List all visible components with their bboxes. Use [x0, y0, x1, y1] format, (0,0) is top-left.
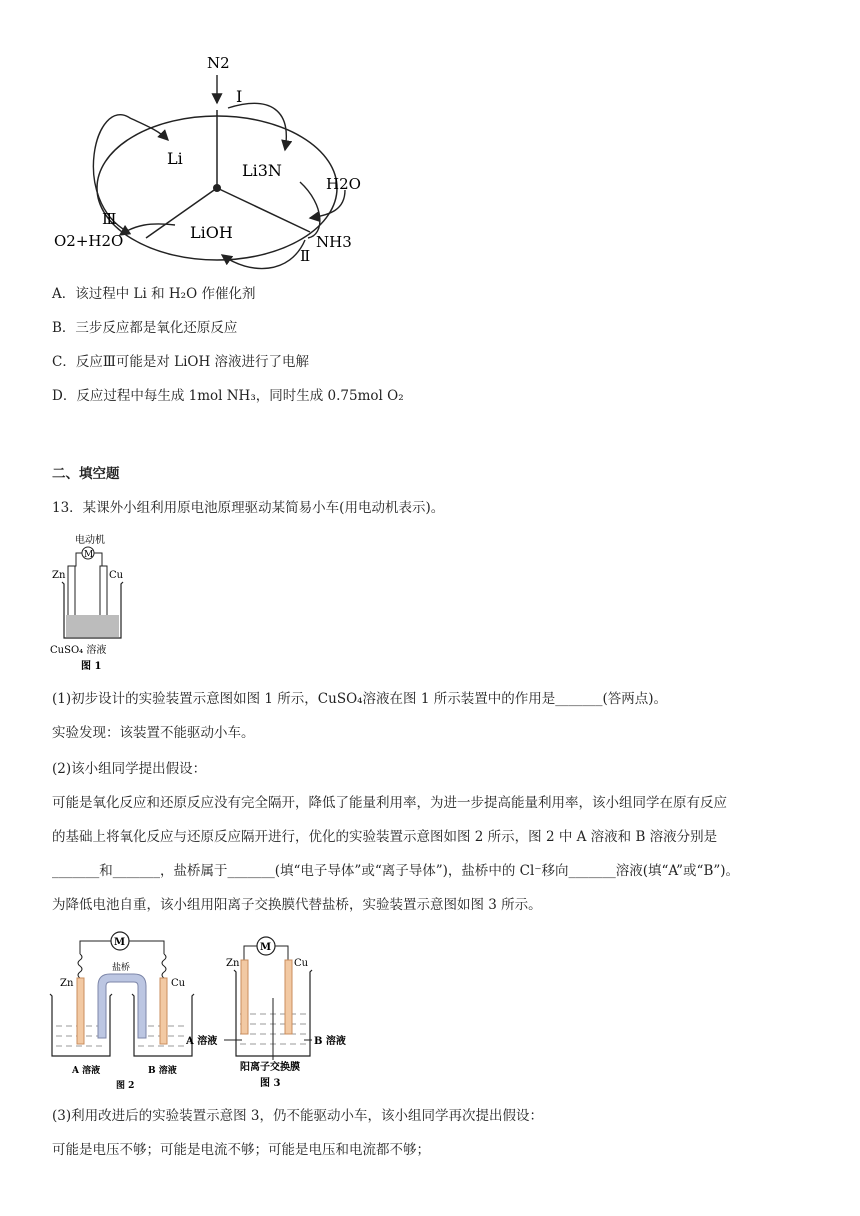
q13-part3-intro: (3)利用改进后的实验装置示意图 3，仍不能驱动小车，该小组同学再次提出假设：	[52, 1108, 544, 1124]
fig3-cu-label: Cu	[294, 958, 309, 969]
fig2-m-label: M	[114, 937, 126, 948]
li3n-label: Li3N	[242, 161, 282, 180]
lioh-label: LiOH	[190, 223, 233, 242]
q13-part2-line1: 可能是氧化反应和还原反应没有完全隔开，降低了能量利用率，为进一步提高能量利用率，该小组同学在原有反应	[52, 795, 727, 811]
o2-h2o-label: O2+H2O	[54, 232, 124, 250]
fig1-m-label: M	[84, 550, 94, 560]
option-a: A．该过程中 Li 和 H₂O 作催化剂	[52, 286, 256, 302]
step1-label: I	[236, 87, 243, 106]
fig2-cu-label: Cu	[171, 978, 186, 989]
fig3-b-label: B 溶液	[314, 1036, 346, 1047]
reaction-cycle-diagram	[40, 40, 380, 280]
fig3-a-label: A 溶液	[186, 1036, 218, 1047]
h2o-label: H2O	[326, 175, 361, 193]
q13-part2-line3: _______和_______，盐桥属于_______(填“电子导体”或“离子导体”)，盐桥中的 Cl⁻移向_______溶液(填“A”或“B”)。	[52, 863, 740, 879]
fig2-a-label: A 溶液	[72, 1066, 101, 1076]
fig2-b-label: B 溶液	[148, 1066, 177, 1076]
fig1-solution-label: CuSO₄ 溶液	[50, 645, 107, 656]
q13-part3-hypotheses: 可能是电压不够；可能是电流不够；可能是电压和电流都不够；	[52, 1142, 430, 1158]
fig1-cu-label: Cu	[109, 570, 124, 581]
step3-label: Ⅲ	[102, 210, 117, 228]
q13-stem: 13．某课外小组利用原电池原理驱动某简易小车(用电动机表示)。	[52, 500, 445, 516]
option-b: B．三步反应都是氧化还原反应	[52, 320, 238, 336]
fig3-membrane-label: 阳离子交换膜	[240, 1062, 300, 1073]
q13-finding: 实验发现：该装置不能驱动小车。	[52, 725, 255, 741]
fig2-bridge-label: 盐桥	[112, 963, 131, 973]
fig1-motor-label: 电动机	[75, 535, 105, 546]
q13-part2-line4: 为降低电池自重，该小组用阳离子交换膜代替盐桥，实验装置示意图如图 3 所示。	[52, 897, 542, 913]
step2-label: Ⅱ	[300, 247, 311, 265]
n2-label: N2	[207, 54, 230, 72]
option-d: D．反应过程中每生成 1mol NH₃，同时生成 0.75mol O₂	[52, 388, 404, 404]
figure-1	[50, 532, 140, 677]
fig3-zn-label: Zn	[226, 958, 240, 969]
li-label: Li	[167, 149, 183, 168]
fig1-zn-label: Zn	[52, 570, 66, 581]
figure-2	[46, 928, 198, 1094]
fig1-caption: 图 1	[81, 661, 102, 672]
nh3-label: NH3	[316, 233, 352, 251]
fig3-caption: 图 3	[260, 1078, 281, 1089]
option-c: C．反应Ⅲ可能是对 LiOH 溶液进行了电解	[52, 354, 310, 370]
fig2-zn-label: Zn	[60, 978, 74, 989]
q13-part2-line2: 的基础上将氧化反应与还原反应隔开进行，优化的实验装置示意图如图 2 所示，图 2 中 A 溶液和 B 溶液分别是	[52, 829, 718, 845]
fig2-caption: 图 2	[116, 1081, 135, 1091]
section-title: 二、填空题	[52, 466, 120, 482]
q13-part2-intro: (2)该小组同学提出假设：	[52, 761, 207, 777]
q13-part1: (1)初步设计的实验装置示意图如图 1 所示，CuSO₄溶液在图 1 所示装置中的作用是_______(答两点)。	[52, 691, 668, 707]
fig3-m-label: M	[260, 942, 272, 953]
figure-3	[186, 928, 352, 1094]
